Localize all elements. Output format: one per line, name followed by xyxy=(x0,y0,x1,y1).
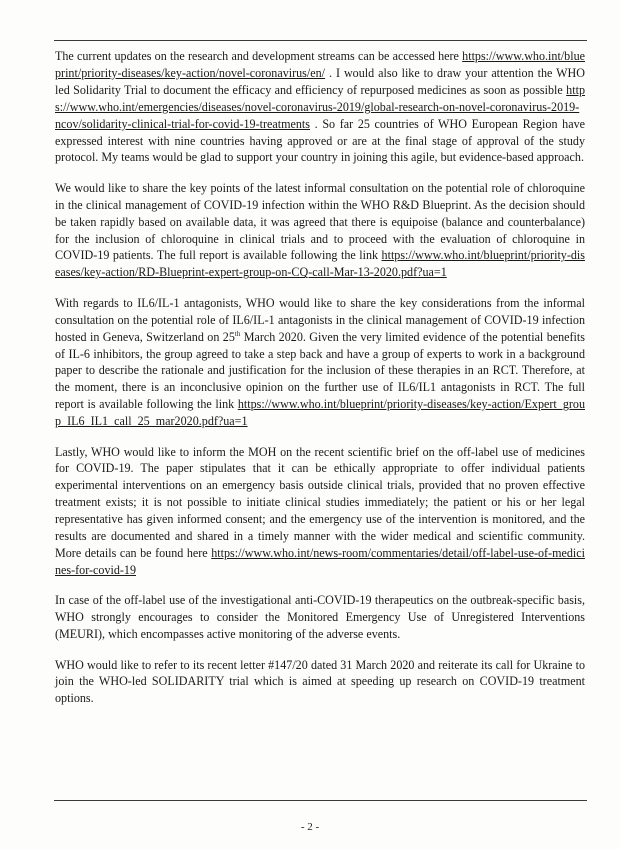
bottom-divider xyxy=(54,800,587,801)
paragraph-research-updates: The current updates on the research and development streams can be accessed here https://www.who.int/blueprint/priority-diseases/key-action/novel-coronavirus/en/ . I would also like to draw your attention the WHO led Solidarity Trial to document the efficacy and efficiency of repurposed medicines as soon as possible https://www.who.int/emergencies/diseases/novel-coronavirus-2019/global-research-on-novel-coronavirus-2019-ncov/solidarity-clinical-trial-for-covid-19-treatments . So far 25 countries of WHO European Region have expressed interest with nine countries having approved or are at the final stage of approval of the study protocol. My teams would be glad to support your country in joining this agile, but evidence-based approach. xyxy=(55,49,585,165)
link-off-label-commentary[interactable]: https://www.who.int/news-room/commentaries/detail/off-label-use-of-medicines-for-covid-19 xyxy=(55,545,585,577)
paragraph-solidarity-call: WHO would like to refer to its recent letter #147/20 dated 31 March 2020 and reiterate its call for Ukraine to join the WHO-led SOLIDARITY trial which is aimed at speeding up research on COVID-19 treatment options. xyxy=(55,657,585,706)
paragraph-off-label-use: Lastly, WHO would like to inform the MOH on the recent scientific brief on the off-label use of medicines for COVID-19. The paper stipulates that it can be ethically appropriate to offer individual patients experimental interventions on an emergency basis outside clinical trials, provided that no proven effective treatment exists; it is not possible to initiate clinical studies immediately; the patient or his or her legal representative has given informed consent; and the emergency use of the intervention is monitored, and the results are documented and shared in a timely manner with the wider medical and scientific community. More details can be found here https://www.who.int/news-room/commentaries/detail/off-label-use-of-medicines-for-covid-19 xyxy=(55,444,585,577)
paragraph-chloroquine: We would like to share the key points of the latest informal consultation on the potential role of chloroquine in the clinical management of COVID-19 infection within the WHO R&D Blueprint. As the decision should be taken rapidly based on available data, it was agreed that there is equipoise (balance and counterbalance) for the inclusion of chloroquine in clinical trials and to proceed with the evaluation of chloroquine in COVID-19 patients. The full report is available following the link https://www.who.int/blueprint/priority-diseases/key-action/RD-Blueprint-expert-group-on-CQ-call-Mar-13-2020.pdf?ua=1 xyxy=(55,180,585,280)
link-novel-coronavirus[interactable]: https://www.who.int/blueprint/priority-diseases/key-action/novel-coronavirus/en/ xyxy=(55,49,585,80)
paragraph-il6-antagonists: With regards to IL6/IL-1 antagonists, WHO would like to share the key considerations from the informal consultation on the potential role of IL6/IL-1 antagonists in the clinical management of COVID-19 infection hosted in Geneva, Switzerland on 25th March 2020. Given the very limited evidence of the potential benefits of IL-6 inhibitors, the group agreed to take a step back and have a group of experts to work in a background paper to describe the rationale and justification for the inclusion of these therapies in an RCT. Therefore, at the moment, there is an inconclusive opinion on the further use of IL6/IL1 antagonists in RCT. The full report is available following the link https://www.who.int/blueprint/priority-diseases/key-action/Expert_group_IL6_IL1_call_25_mar2020.pdf?ua=1 xyxy=(55,295,585,429)
link-solidarity-trial[interactable]: https://www.who.int/emergencies/diseases/novel-coronavirus-2019/global-research-on-novel-coronavirus-2019-ncov/solidarity-clinical-trial-for-covid-19-treatments xyxy=(55,82,585,131)
page-number: - 2 - xyxy=(300,821,320,833)
paragraph-meuri: In case of the off-label use of the investigational anti-COVID-19 therapeutics on the outbreak-specific basis, WHO strongly encourages to consider the Monitored Emergency Use of Unregistered Interventions (MEURI), which encompasses active monitoring of the adverse events. xyxy=(55,593,585,642)
top-divider xyxy=(54,40,587,41)
letter-body xyxy=(55,48,585,721)
link-il6-report[interactable]: https://www.who.int/blueprint/priority-diseases/key-action/Expert_group_IL6_IL1_call_25_mar2020.pdf?ua=1 xyxy=(55,397,585,429)
link-chloroquine-report[interactable]: https://www.who.int/blueprint/priority-diseases/key-action/RD-Blueprint-expert-group-on-CQ-call-Mar-13-2020.pdf?ua=1 xyxy=(55,248,585,280)
